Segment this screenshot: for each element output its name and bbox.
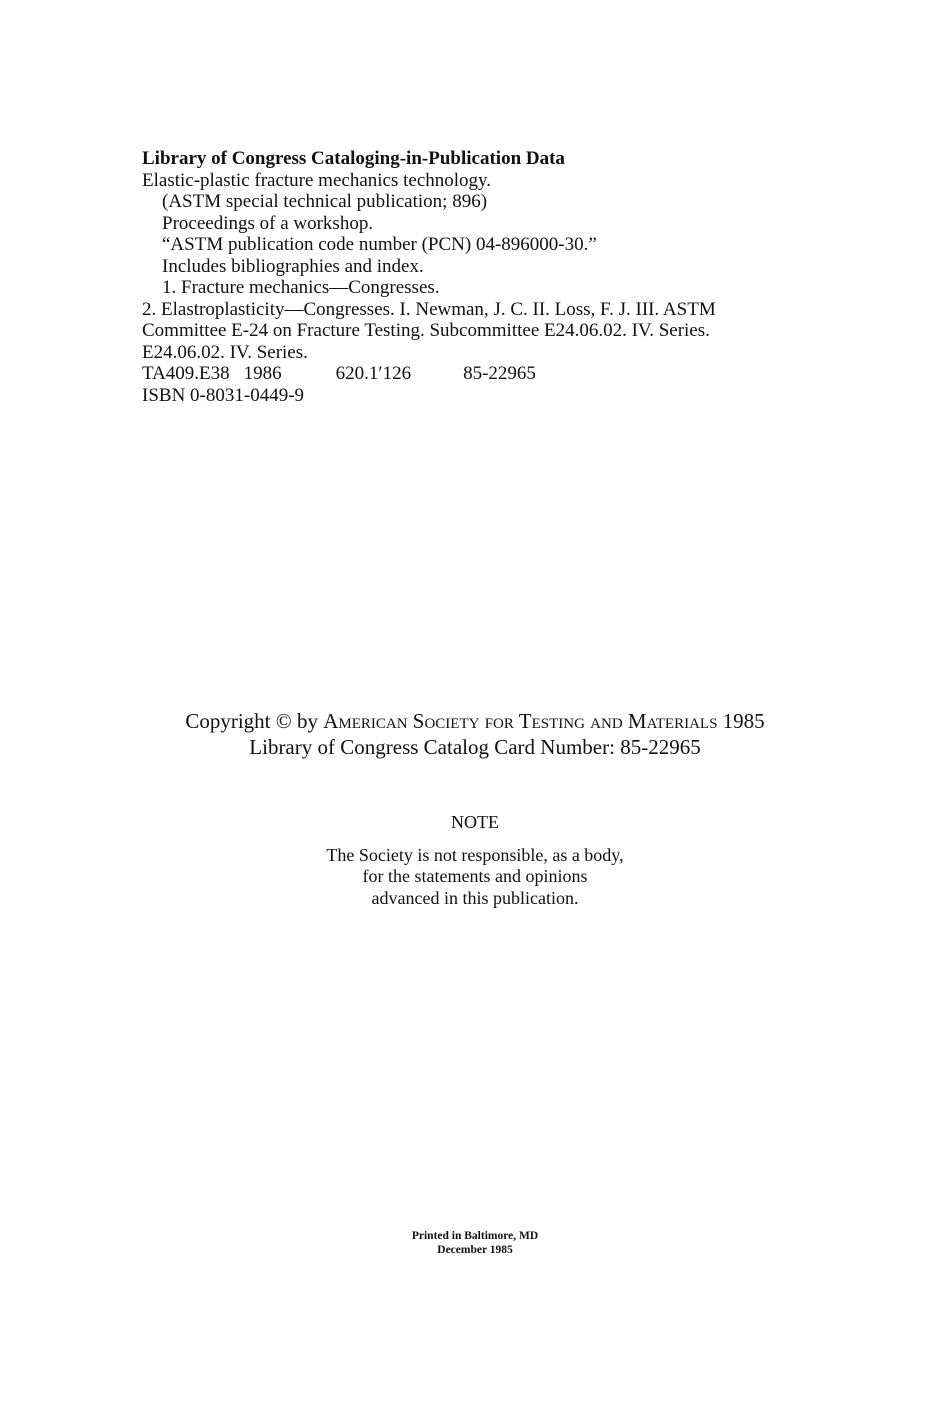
printed-date: December 1985 [437,1244,513,1256]
cip-call-number: TA409.E38 [142,363,230,384]
copyright-prefix: Copyright © by [185,709,318,733]
note-line-3: advanced in this publication. [371,887,579,908]
cip-proceedings: Proceedings of a workshop. [162,212,374,234]
catalog-card-number: Library of Congress Catalog Card Number: 85-22965 [249,735,701,759]
cip-dewey: 620.1′126 [335,363,412,384]
printed-place: Printed in Baltimore, MD [411,1230,539,1242]
copyright-line [0,708,950,734]
cip-series: (ASTM special technical publication; 896) [162,191,488,212]
cip-isbn: ISBN 0-8031-0449-9 [142,384,305,406]
copyright-year: 1985 [722,709,765,733]
cip-heading: Library of Congress Cataloging-in-Publication Data [142,148,565,169]
copyright-block [0,708,950,760]
cip-lccn: 85-22965 [463,363,536,384]
cip-subject-2-line-1: 2. Elastroplasticity—Congresses. I. Newman, J. C. II. Loss, F. J. III. ASTM [142,298,716,320]
cip-publication-code: “ASTM publication code number (PCN) 04-896000-30.” [162,234,597,255]
note-block [0,812,950,909]
cip-block [142,148,842,406]
note-line-2: for the statements and opinions [362,866,588,886]
cip-classification-row [142,363,842,385]
cip-includes: Includes bibliographies and index. [162,255,424,277]
cip-subject-2-line-2: Committee E-24 on Fracture Testing. Subcommittee E24.06.02. IV. Series. [142,320,710,341]
cip-year: 1986 [243,363,282,384]
note-title: NOTE [451,812,499,832]
cip-subject-2-line-3: E24.06.02. IV. Series. [142,341,308,363]
copyright-publisher: American Society for Testing and Materials [323,709,718,733]
note-line-1: The Society is not responsible, as a body, [326,844,624,865]
printed-block [0,1229,950,1257]
cip-title: Elastic-plastic fracture mechanics technology. [142,169,492,191]
cip-subject-1: 1. Fracture mechanics—Congresses. [162,277,440,298]
